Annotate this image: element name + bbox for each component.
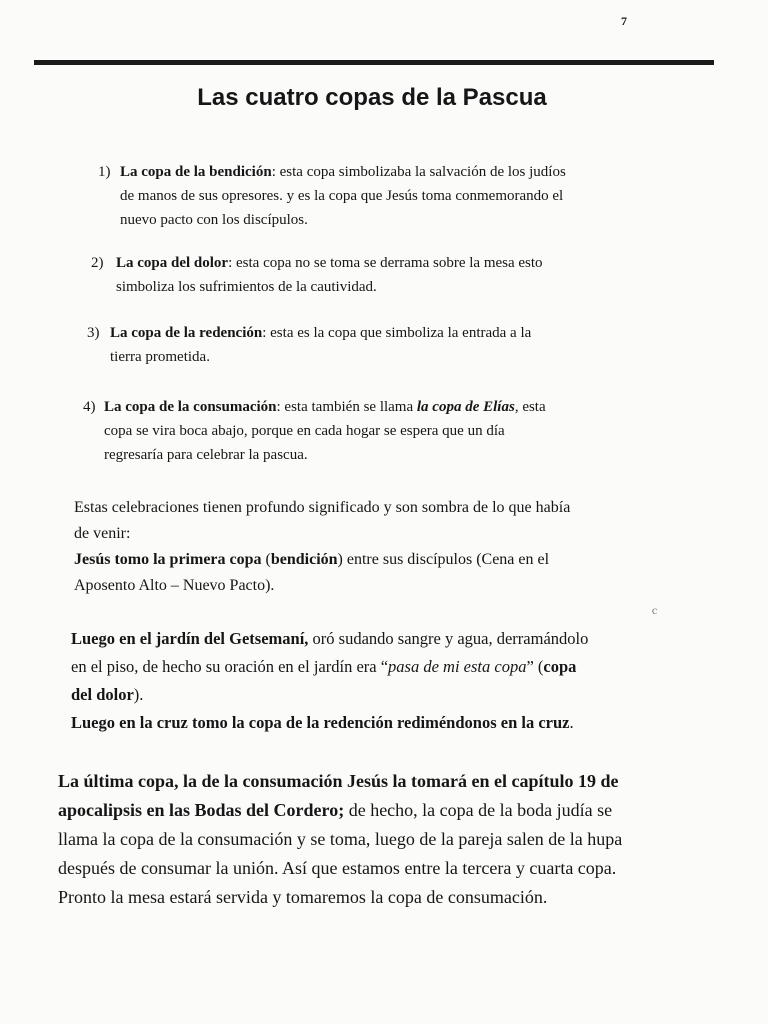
paragraph-gethsemane xyxy=(71,625,588,737)
list-number: 4) xyxy=(83,399,96,415)
text-run: copa xyxy=(543,657,577,676)
list-item-2 xyxy=(91,251,543,299)
text-run: la copa de Elías xyxy=(416,399,515,415)
text-line xyxy=(58,883,622,912)
text-run: La copa de la consumación xyxy=(104,399,277,415)
text-run: . xyxy=(569,713,574,732)
text-run: de hecho, la copa de la boda judía se xyxy=(344,800,613,820)
text-run: : esta copa simbolizaba la salvación de los judíos xyxy=(271,164,566,180)
text-line xyxy=(58,767,622,796)
text-run: Luego en la cruz tomo la copa de la redención rediméndonos en la cruz xyxy=(71,713,570,732)
text-run: Luego en el jardín del Getsemaní, xyxy=(71,629,309,648)
text-run: después de consumar la unión. Así que estamos entre la tercera y cuarta copa. xyxy=(58,858,617,878)
page-number: 7 xyxy=(621,14,627,28)
text-run: Pronto la mesa estará servida y tomaremos la copa de consumación. xyxy=(58,887,548,907)
text-line xyxy=(58,825,622,854)
text-line xyxy=(71,681,588,709)
text-run: : esta es la copa que simboliza la entrada a la xyxy=(262,325,532,341)
list-item-3 xyxy=(87,321,531,369)
text-line xyxy=(104,443,546,467)
text-run: en el piso, de hecho su oración en el jardín era “ xyxy=(71,657,389,676)
text-run: del dolor xyxy=(71,685,134,704)
text-line xyxy=(104,419,546,443)
list-item-1 xyxy=(98,160,566,232)
list-item-text xyxy=(116,251,543,299)
list-item-4 xyxy=(83,395,546,467)
scan-mark: ⲥ xyxy=(652,603,658,617)
text-run: ). xyxy=(133,685,144,704)
text-run: Estas celebraciones tienen profundo significado y son sombra de lo que había xyxy=(74,499,571,516)
page-title: Las cuatro copas de la Pascua xyxy=(197,84,547,111)
text-run: ” ( xyxy=(526,657,544,676)
text-line xyxy=(71,625,588,653)
top-rule xyxy=(34,60,714,65)
text-line xyxy=(104,395,546,419)
text-run: : esta copa no se toma se derrama sobre la mesa esto xyxy=(228,255,543,271)
text-line xyxy=(71,653,588,681)
list-item-text xyxy=(120,160,566,232)
text-run: apocalipsis en las Bodas del Cordero; xyxy=(58,800,345,820)
text-run: tierra prometida. xyxy=(110,349,210,365)
text-run: : esta también se llama xyxy=(276,399,417,415)
text-line xyxy=(120,160,566,184)
list-number: 2) xyxy=(91,255,104,271)
text-run: oró sudando sangre y agua, derramándolo xyxy=(308,629,589,648)
text-run: copa se vira boca abajo, porque en cada hogar se espera que un día xyxy=(104,423,505,439)
text-run: ( xyxy=(261,551,271,568)
text-line xyxy=(58,854,622,883)
text-line xyxy=(74,521,570,547)
text-run: de venir: xyxy=(74,525,131,542)
list-item-text xyxy=(110,321,531,369)
text-run: La copa de la bendición xyxy=(120,164,272,180)
text-line xyxy=(110,345,531,369)
text-run: regresaría para celebrar la pascua. xyxy=(104,447,308,463)
list-item-text xyxy=(104,395,546,467)
text-run: llama la copa de la consumación y se toma, luego de la pareja salen de la hupa xyxy=(58,829,623,849)
text-line xyxy=(74,495,570,521)
paragraph-consummation xyxy=(58,767,622,912)
text-run: Aposento Alto – Nuevo Pacto). xyxy=(74,577,275,594)
list-number: 1) xyxy=(98,164,111,180)
text-line xyxy=(74,573,570,599)
text-line xyxy=(120,208,566,232)
list-number: 3) xyxy=(87,325,100,341)
text-line xyxy=(116,251,543,275)
text-line xyxy=(120,184,566,208)
text-run: pasa de mi esta copa xyxy=(388,657,527,676)
paragraph-celebrations xyxy=(74,495,570,599)
text-run: La copa de la redención xyxy=(110,325,263,341)
text-run: nuevo pacto con los discípulos. xyxy=(120,212,308,228)
text-run: simboliza los sufrimientos de la cautividad. xyxy=(116,279,377,295)
text-line xyxy=(110,321,531,345)
text-run: de manos de sus opresores. y es la copa que Jesús toma conmemorando el xyxy=(120,188,564,204)
text-run: , esta xyxy=(514,399,546,415)
text-line xyxy=(116,275,543,299)
text-run: bendición xyxy=(270,551,338,568)
text-line xyxy=(58,796,622,825)
text-run: ) entre sus discípulos (Cena en el xyxy=(337,551,550,568)
text-line xyxy=(71,709,588,737)
text-run: La copa del dolor xyxy=(116,255,229,271)
text-run: La última copa, la de la consumación Jesús la tomará en el capítulo 19 de xyxy=(58,771,619,791)
text-run: Jesús tomo la primera copa xyxy=(74,551,262,568)
text-line xyxy=(74,547,570,573)
